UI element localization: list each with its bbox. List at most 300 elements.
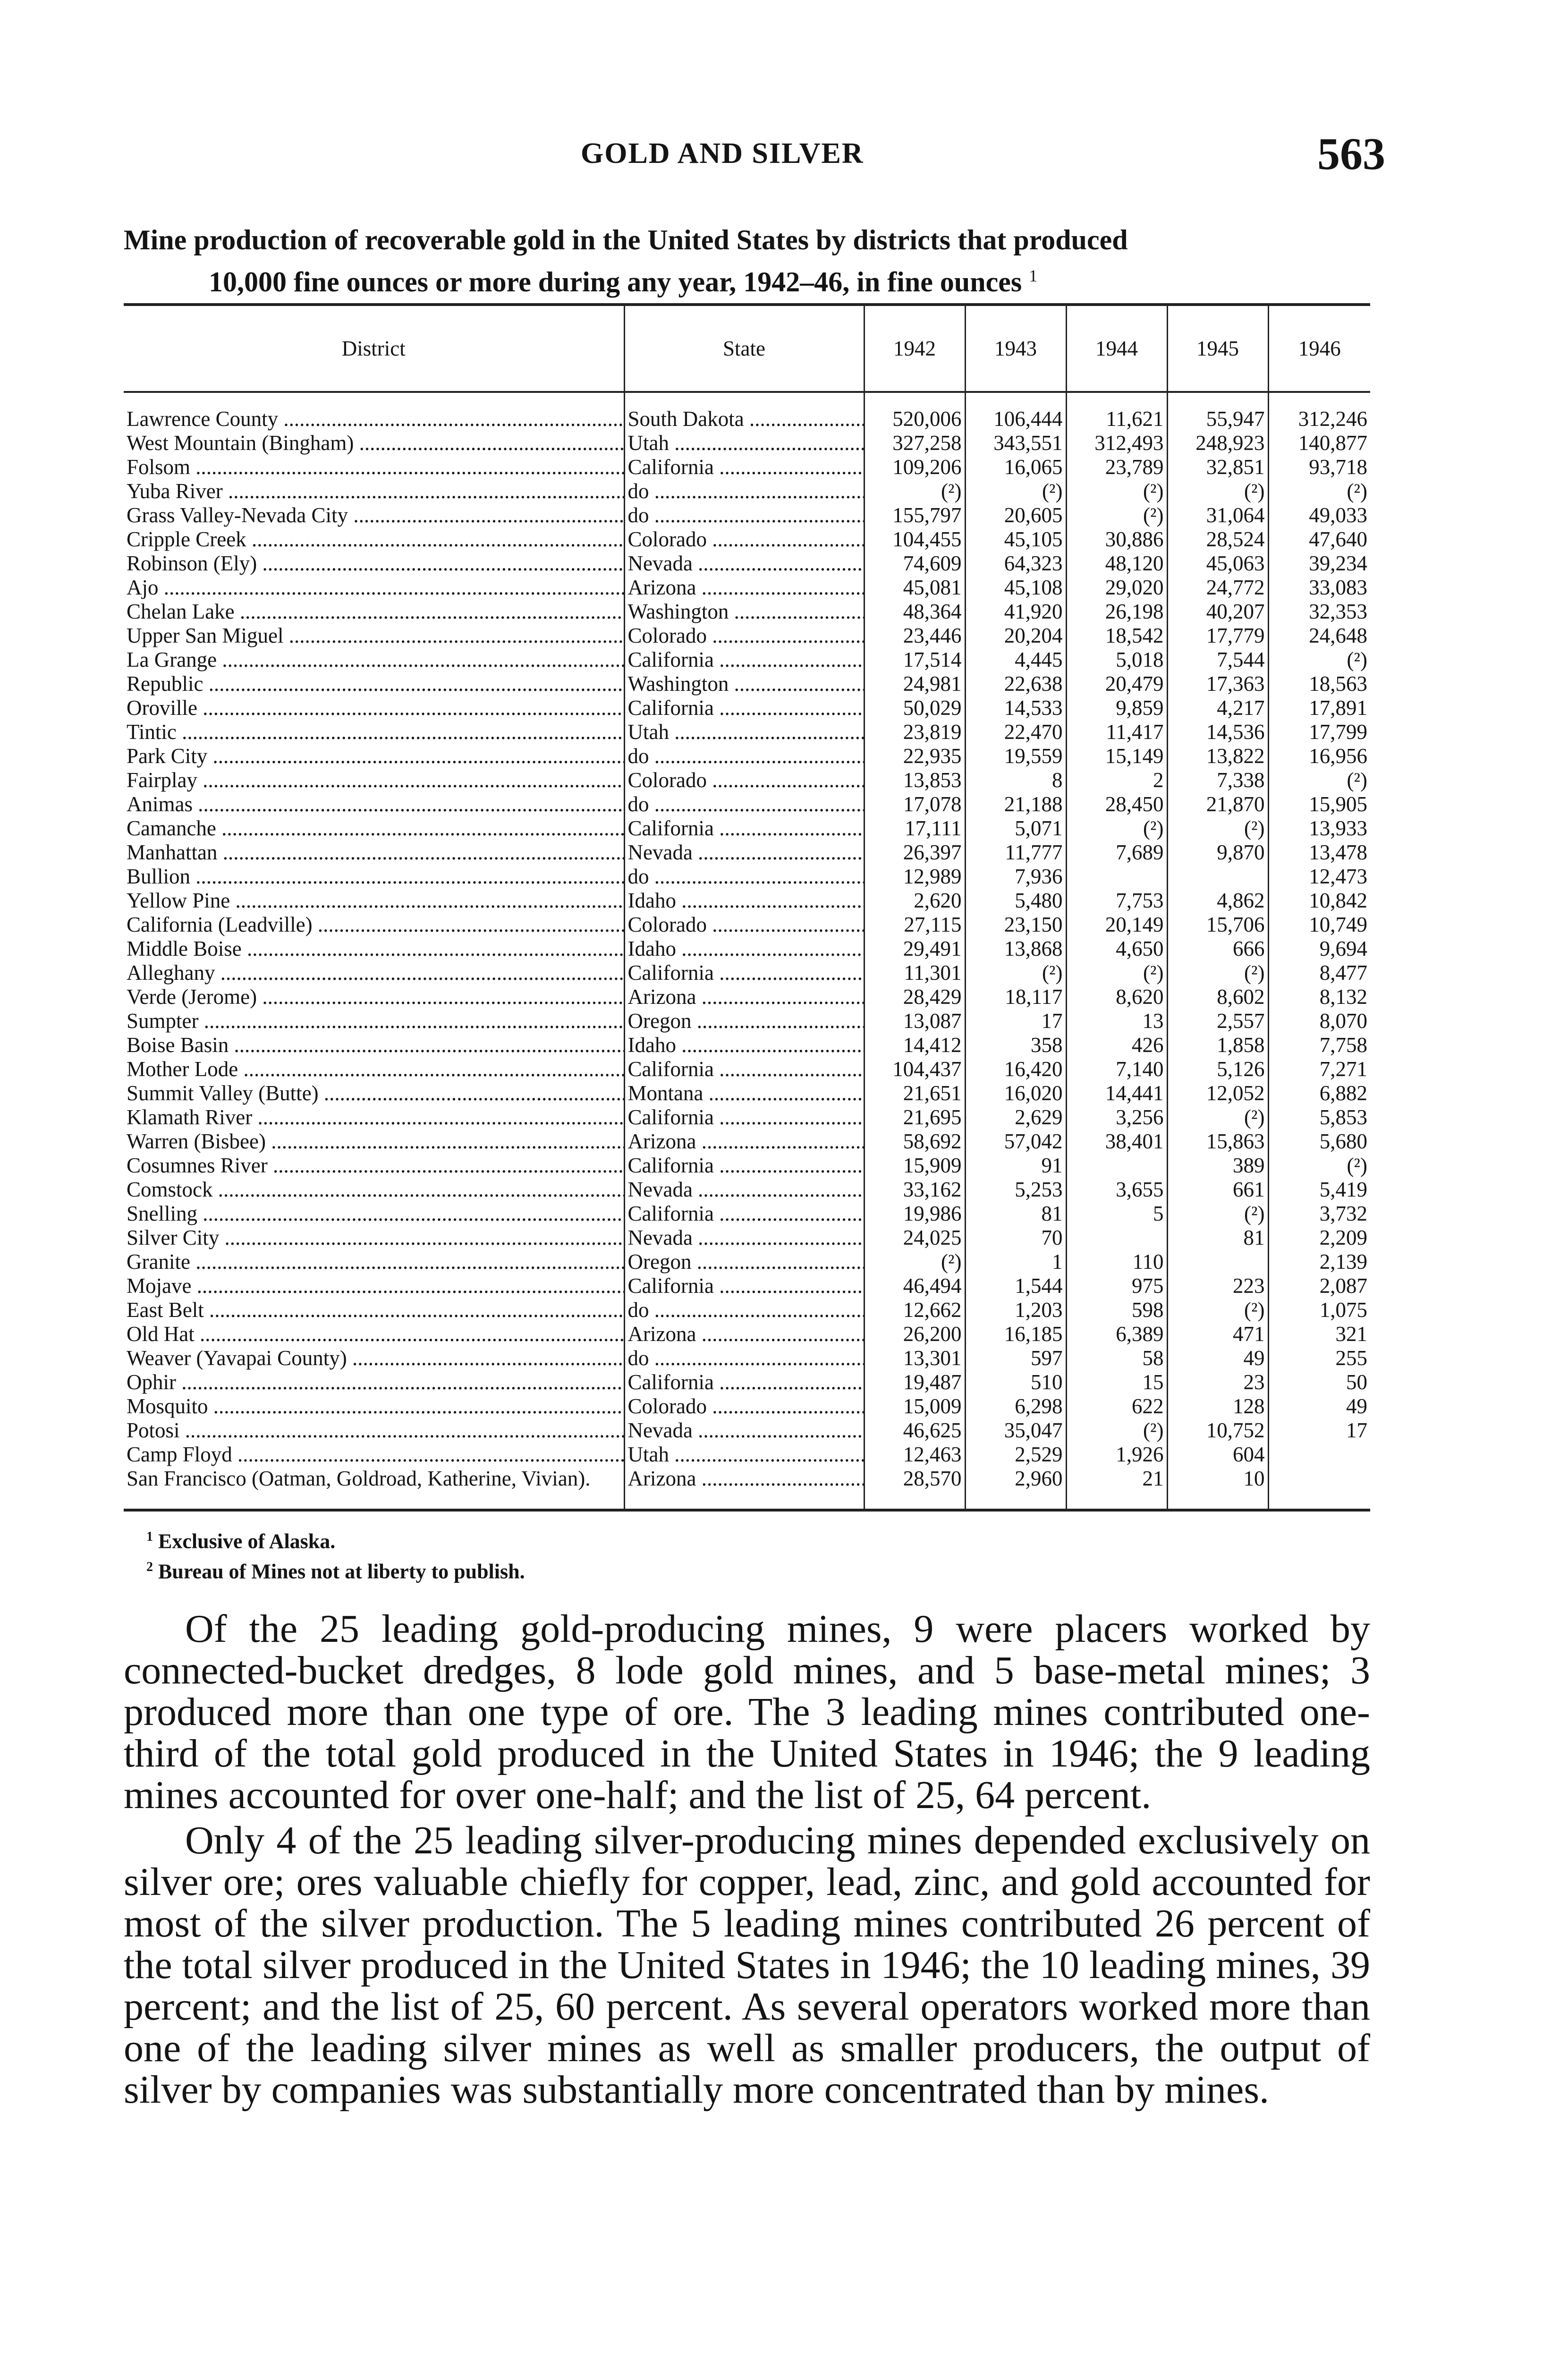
state-cell: do .....	[624, 1298, 864, 1322]
value-cell: 5,071	[965, 816, 1066, 841]
table-row	[124, 768, 1370, 792]
value-cell: 5,126	[1167, 1057, 1268, 1081]
value-cell: 6,298	[965, 1394, 1066, 1418]
column-header: State	[624, 305, 864, 392]
value-cell: 520,006	[864, 392, 965, 431]
table-row	[124, 1202, 1370, 1226]
state-cell: California .....	[624, 1202, 864, 1226]
table-row	[124, 961, 1370, 985]
value-cell: (²)	[1167, 1298, 1268, 1322]
value-cell: 5,853	[1268, 1105, 1370, 1130]
caption-footnote-ref: 1	[1029, 266, 1038, 285]
value-cell: 6,389	[1066, 1322, 1167, 1346]
table-row	[124, 985, 1370, 1009]
value-cell: (²)	[965, 961, 1066, 985]
value-cell: 46,494	[864, 1274, 965, 1298]
table-row	[124, 1033, 1370, 1057]
value-cell: 15	[1066, 1370, 1167, 1394]
table-row	[124, 1081, 1370, 1105]
value-cell: 17,891	[1268, 696, 1370, 720]
paragraph-2: Only 4 of the 25 leading silver-producing mines depended exclusively on silver ore; ores valuable chiefly for copper, lead, zinc, and gold accounted for most of the silver production. The 5 leading mines contributed 26 percent of the total silver produced in the United States in 1946; the 10 leading mines, 39 percent; and the list of 25, 60 percent. As several operators worked more than one of the leading silver mines as well as smaller producers, the output of silver by companies was substantially more concentrated than by mines.	[124, 1818, 1370, 2112]
value-cell: 7,140	[1066, 1057, 1167, 1081]
value-cell	[1268, 1443, 1370, 1467]
value-cell: 20,479	[1066, 672, 1167, 696]
table-row	[124, 1322, 1370, 1346]
state-cell: Utah .....	[624, 1443, 864, 1467]
value-cell: (²)	[1167, 961, 1268, 985]
value-cell	[1268, 1467, 1370, 1510]
district-cell: Summit Valley (Butte) .....	[124, 1081, 624, 1105]
value-cell: 15,706	[1167, 913, 1268, 937]
value-cell: 19,487	[864, 1370, 965, 1394]
value-cell: 46,625	[864, 1418, 965, 1443]
table-row	[124, 648, 1370, 672]
state-cell: Nevada .....	[624, 841, 864, 865]
table-row	[124, 865, 1370, 889]
value-cell: 622	[1066, 1394, 1167, 1418]
district-cell: Tintic .....	[124, 720, 624, 744]
value-cell: 41,920	[965, 600, 1066, 624]
value-cell: 13,822	[1167, 744, 1268, 768]
value-cell: 20,149	[1066, 913, 1167, 937]
value-cell: 3,732	[1268, 1202, 1370, 1226]
value-cell: 10,842	[1268, 889, 1370, 913]
value-cell: 5	[1066, 1202, 1167, 1226]
value-cell: 3,655	[1066, 1178, 1167, 1202]
value-cell: 5,253	[965, 1178, 1066, 1202]
value-cell: 4,650	[1066, 937, 1167, 961]
state-cell: Arizona .....	[624, 576, 864, 600]
value-cell: 11,417	[1066, 720, 1167, 744]
value-cell: 10	[1167, 1467, 1268, 1510]
value-cell: 22,638	[965, 672, 1066, 696]
district-cell: Warren (Bisbee) .....	[124, 1130, 624, 1154]
value-cell: 5,018	[1066, 648, 1167, 672]
value-cell: 109,206	[864, 455, 965, 479]
value-cell: 28,570	[864, 1467, 965, 1510]
value-cell: 2,629	[965, 1105, 1066, 1130]
value-cell: 23	[1167, 1370, 1268, 1394]
value-cell: 312,493	[1066, 431, 1167, 455]
value-cell: 6,882	[1268, 1081, 1370, 1105]
value-cell: 10,749	[1268, 913, 1370, 937]
table-row	[124, 672, 1370, 696]
value-cell: 7,338	[1167, 768, 1268, 792]
value-cell: (²)	[1167, 479, 1268, 503]
value-cell: 5,680	[1268, 1130, 1370, 1154]
value-cell: (²)	[1167, 816, 1268, 841]
value-cell: 327,258	[864, 431, 965, 455]
column-header: District	[124, 305, 624, 392]
district-cell: Alleghany .....	[124, 961, 624, 985]
value-cell: 16,956	[1268, 744, 1370, 768]
state-cell: Arizona .....	[624, 1322, 864, 1346]
value-cell: 91	[965, 1154, 1066, 1178]
district-cell: Snelling .....	[124, 1202, 624, 1226]
district-cell: Cosumnes River .....	[124, 1154, 624, 1178]
column-header: 1946	[1268, 305, 1370, 392]
value-cell: 31,064	[1167, 503, 1268, 527]
value-cell: 18,563	[1268, 672, 1370, 696]
value-cell: 223	[1167, 1274, 1268, 1298]
value-cell: (²)	[1268, 479, 1370, 503]
state-cell: California .....	[624, 1057, 864, 1081]
value-cell: 45,081	[864, 576, 965, 600]
table-row	[124, 1009, 1370, 1033]
value-cell: 12,473	[1268, 865, 1370, 889]
footnote-1: $^1$ Exclusive of Alaska.	[146, 1529, 336, 1553]
value-cell: 11,777	[965, 841, 1066, 865]
value-cell: 17,363	[1167, 672, 1268, 696]
column-header: 1943	[965, 305, 1066, 392]
value-cell: 11,621	[1066, 392, 1167, 431]
value-cell: 28,524	[1167, 527, 1268, 552]
value-cell: 20,204	[965, 624, 1066, 648]
value-cell: 45,105	[965, 527, 1066, 552]
value-cell: 2,087	[1268, 1274, 1370, 1298]
table-row	[124, 392, 1370, 431]
value-cell: 8	[965, 768, 1066, 792]
value-cell: 20,605	[965, 503, 1066, 527]
district-cell: Yellow Pine .....	[124, 889, 624, 913]
district-cell: Lawrence County .....	[124, 392, 624, 431]
state-cell: Arizona .....	[624, 1467, 864, 1510]
value-cell: 38,401	[1066, 1130, 1167, 1154]
value-cell: 26,397	[864, 841, 965, 865]
value-cell: 13,301	[864, 1346, 965, 1370]
value-cell: 10,752	[1167, 1418, 1268, 1443]
district-cell: Oroville .....	[124, 696, 624, 720]
value-cell: 358	[965, 1033, 1066, 1057]
value-cell: 18,117	[965, 985, 1066, 1009]
table-row	[124, 1346, 1370, 1370]
caption-line-1: Mine production of recoverable gold in the United States by districts that produced	[124, 224, 1128, 255]
district-cell: Robinson (Ely) .....	[124, 552, 624, 576]
value-cell: 2,620	[864, 889, 965, 913]
value-cell: 15,905	[1268, 792, 1370, 816]
table-row	[124, 841, 1370, 865]
footnotes	[146, 1524, 1374, 1584]
state-cell: Arizona .....	[624, 985, 864, 1009]
value-cell: 12,662	[864, 1298, 965, 1322]
value-cell: 48,364	[864, 600, 965, 624]
state-cell: California .....	[624, 455, 864, 479]
value-cell: 48,120	[1066, 552, 1167, 576]
state-cell: Montana .....	[624, 1081, 864, 1105]
value-cell: 45,108	[965, 576, 1066, 600]
value-cell: 12,052	[1167, 1081, 1268, 1105]
value-cell: 21,695	[864, 1105, 965, 1130]
district-cell: Ophir .....	[124, 1370, 624, 1394]
district-cell: Folsom .....	[124, 455, 624, 479]
value-cell: (²)	[864, 1250, 965, 1274]
value-cell: 14,536	[1167, 720, 1268, 744]
value-cell: 23,789	[1066, 455, 1167, 479]
state-cell: Oregon .....	[624, 1250, 864, 1274]
value-cell: 1	[965, 1250, 1066, 1274]
state-cell: do .....	[624, 479, 864, 503]
table-row	[124, 696, 1370, 720]
value-cell: 49,033	[1268, 503, 1370, 527]
value-cell: 23,150	[965, 913, 1066, 937]
table-row	[124, 455, 1370, 479]
table-row	[124, 552, 1370, 576]
state-cell: California .....	[624, 816, 864, 841]
table-row	[124, 1418, 1370, 1443]
value-cell: 666	[1167, 937, 1268, 961]
value-cell: 24,981	[864, 672, 965, 696]
district-cell: Bullion .....	[124, 865, 624, 889]
district-cell: Boise Basin .....	[124, 1033, 624, 1057]
value-cell: 39,234	[1268, 552, 1370, 576]
value-cell: 30,886	[1066, 527, 1167, 552]
value-cell: 22,470	[965, 720, 1066, 744]
district-cell: Park City .....	[124, 744, 624, 768]
value-cell: 312,246	[1268, 392, 1370, 431]
column-header: 1942	[864, 305, 965, 392]
value-cell	[1066, 1226, 1167, 1250]
state-cell: California .....	[624, 961, 864, 985]
state-cell: do .....	[624, 503, 864, 527]
value-cell: (²)	[1066, 816, 1167, 841]
state-cell: Idaho .....	[624, 1033, 864, 1057]
table-body	[124, 392, 1370, 1510]
value-cell: 32,851	[1167, 455, 1268, 479]
value-cell: 389	[1167, 1154, 1268, 1178]
table-caption	[124, 222, 1380, 300]
value-cell: 50,029	[864, 696, 965, 720]
table-row	[124, 1250, 1370, 1274]
value-cell: (²)	[1066, 961, 1167, 985]
state-cell: Utah .....	[624, 431, 864, 455]
state-cell: Nevada .....	[624, 1178, 864, 1202]
value-cell	[1066, 865, 1167, 889]
district-cell: Yuba River .....	[124, 479, 624, 503]
value-cell: 11,301	[864, 961, 965, 985]
column-header: 1945	[1167, 305, 1268, 392]
value-cell: 104,437	[864, 1057, 965, 1081]
value-cell: 9,870	[1167, 841, 1268, 865]
table-row	[124, 503, 1370, 527]
value-cell: 1,203	[965, 1298, 1066, 1322]
value-cell: 1,544	[965, 1274, 1066, 1298]
value-cell: 16,420	[965, 1057, 1066, 1081]
state-cell: Washington .....	[624, 672, 864, 696]
district-cell: Ajo .....	[124, 576, 624, 600]
value-cell: (²)	[1268, 648, 1370, 672]
value-cell: 14,441	[1066, 1081, 1167, 1105]
value-cell: 9,694	[1268, 937, 1370, 961]
value-cell	[1066, 1154, 1167, 1178]
value-cell: (²)	[965, 479, 1066, 503]
value-cell: 975	[1066, 1274, 1167, 1298]
value-cell: 81	[1167, 1226, 1268, 1250]
value-cell: (²)	[1268, 768, 1370, 792]
value-cell: 510	[965, 1370, 1066, 1394]
district-cell: Comstock .....	[124, 1178, 624, 1202]
table-row	[124, 1298, 1370, 1322]
table-row	[124, 1178, 1370, 1202]
value-cell: 45,063	[1167, 552, 1268, 576]
district-cell: La Grange .....	[124, 648, 624, 672]
value-cell: 23,446	[864, 624, 965, 648]
table-row	[124, 431, 1370, 455]
table-row	[124, 792, 1370, 816]
district-cell: Klamath River .....	[124, 1105, 624, 1130]
table-row	[124, 527, 1370, 552]
state-cell: Oregon .....	[624, 1009, 864, 1033]
value-cell: 110	[1066, 1250, 1167, 1274]
value-cell: 1,926	[1066, 1443, 1167, 1467]
table-row	[124, 889, 1370, 913]
value-cell: 17,779	[1167, 624, 1268, 648]
value-cell: 15,009	[864, 1394, 965, 1418]
district-cell: Mosquito .....	[124, 1394, 624, 1418]
value-cell: 29,020	[1066, 576, 1167, 600]
value-cell: 1,075	[1268, 1298, 1370, 1322]
value-cell: 19,559	[965, 744, 1066, 768]
value-cell: 4,445	[965, 648, 1066, 672]
district-cell: San Francisco (Oatman, Goldroad, Katherine, Vivian).	[124, 1467, 624, 1510]
state-cell: do .....	[624, 1346, 864, 1370]
value-cell: 26,198	[1066, 600, 1167, 624]
state-cell: California .....	[624, 696, 864, 720]
value-cell	[1167, 1250, 1268, 1274]
value-cell: 2,139	[1268, 1250, 1370, 1274]
district-cell: Mother Lode .....	[124, 1057, 624, 1081]
value-cell: 7,271	[1268, 1057, 1370, 1081]
value-cell: 47,640	[1268, 527, 1370, 552]
district-cell: Sumpter .....	[124, 1009, 624, 1033]
value-cell: (²)	[864, 479, 965, 503]
district-cell: Animas .....	[124, 792, 624, 816]
value-cell: 81	[965, 1202, 1066, 1226]
value-cell: 17,111	[864, 816, 965, 841]
value-cell: 49	[1268, 1394, 1370, 1418]
value-cell: 2,529	[965, 1443, 1066, 1467]
value-cell: 27,115	[864, 913, 965, 937]
value-cell: 93,718	[1268, 455, 1370, 479]
state-cell: Idaho .....	[624, 889, 864, 913]
value-cell: 4,217	[1167, 696, 1268, 720]
table-row	[124, 744, 1370, 768]
state-cell: California .....	[624, 1105, 864, 1130]
state-cell: do .....	[624, 865, 864, 889]
caption-line-2: 10,000 fine ounces or more during any year, 1942–46, in fine ounces	[209, 266, 1022, 297]
value-cell: 24,025	[864, 1226, 965, 1250]
table-row	[124, 576, 1370, 600]
footnote-2: $^2$ Bureau of Mines not at liberty to publish.	[146, 1559, 525, 1583]
district-cell: Verde (Jerome) .....	[124, 985, 624, 1009]
value-cell: 7,753	[1066, 889, 1167, 913]
value-cell: 15,863	[1167, 1130, 1268, 1154]
value-cell: 9,859	[1066, 696, 1167, 720]
value-cell: 21,870	[1167, 792, 1268, 816]
value-cell: 426	[1066, 1033, 1167, 1057]
table-row	[124, 937, 1370, 961]
table-row	[124, 720, 1370, 744]
value-cell: 29,491	[864, 937, 965, 961]
district-cell: Cripple Creek .....	[124, 527, 624, 552]
value-cell: 16,065	[965, 455, 1066, 479]
state-cell: Washington .....	[624, 600, 864, 624]
body-text	[124, 1608, 1370, 2115]
value-cell: 70	[965, 1226, 1066, 1250]
page-number: 563	[1317, 128, 1385, 179]
state-cell: California .....	[624, 1274, 864, 1298]
value-cell: 255	[1268, 1346, 1370, 1370]
value-cell: 21,651	[864, 1081, 965, 1105]
district-cell: Fairplay .....	[124, 768, 624, 792]
value-cell: 8,602	[1167, 985, 1268, 1009]
value-cell: 155,797	[864, 503, 965, 527]
table-row	[124, 479, 1370, 503]
state-cell: Colorado .....	[624, 527, 864, 552]
value-cell: 49	[1167, 1346, 1268, 1370]
district-cell: Grass Valley-Nevada City .....	[124, 503, 624, 527]
value-cell: 104,455	[864, 527, 965, 552]
table-row	[124, 1394, 1370, 1418]
value-cell: 14,412	[864, 1033, 965, 1057]
state-cell: Arizona .....	[624, 1130, 864, 1154]
value-cell: 17	[965, 1009, 1066, 1033]
state-cell: Colorado .....	[624, 624, 864, 648]
value-cell: 12,989	[864, 865, 965, 889]
value-cell: 7,936	[965, 865, 1066, 889]
value-cell: 343,551	[965, 431, 1066, 455]
value-cell: 5,419	[1268, 1178, 1370, 1202]
value-cell: 8,070	[1268, 1009, 1370, 1033]
value-cell: 8,132	[1268, 985, 1370, 1009]
value-cell: (²)	[1066, 503, 1167, 527]
value-cell: 50	[1268, 1370, 1370, 1394]
value-cell: 57,042	[965, 1130, 1066, 1154]
district-cell: Mojave .....	[124, 1274, 624, 1298]
table-row	[124, 1274, 1370, 1298]
value-cell: 40,207	[1167, 600, 1268, 624]
value-cell: 5,480	[965, 889, 1066, 913]
district-cell: Republic .....	[124, 672, 624, 696]
value-cell: 17,514	[864, 648, 965, 672]
value-cell: 471	[1167, 1322, 1268, 1346]
table-row	[124, 1370, 1370, 1394]
value-cell: 3,256	[1066, 1105, 1167, 1130]
state-cell: Nevada .....	[624, 552, 864, 576]
district-cell: Potosi .....	[124, 1418, 624, 1443]
value-cell: 19,986	[864, 1202, 965, 1226]
value-cell: 248,923	[1167, 431, 1268, 455]
value-cell: 26,200	[864, 1322, 965, 1346]
value-cell: 18,542	[1066, 624, 1167, 648]
value-cell: 15,149	[1066, 744, 1167, 768]
state-cell: Colorado .....	[624, 913, 864, 937]
table-row	[124, 1154, 1370, 1178]
value-cell: 13	[1066, 1009, 1167, 1033]
state-cell: Colorado .....	[624, 1394, 864, 1418]
table-row	[124, 624, 1370, 648]
value-cell: 13,933	[1268, 816, 1370, 841]
value-cell: 7,758	[1268, 1033, 1370, 1057]
value-cell: 23,819	[864, 720, 965, 744]
table-row	[124, 1226, 1370, 1250]
value-cell: 15,909	[864, 1154, 965, 1178]
state-cell: Nevada .....	[624, 1418, 864, 1443]
value-cell: 24,648	[1268, 624, 1370, 648]
value-cell: 28,429	[864, 985, 965, 1009]
value-cell: 55,947	[1167, 392, 1268, 431]
value-cell: 661	[1167, 1178, 1268, 1202]
value-cell: 17	[1268, 1418, 1370, 1443]
